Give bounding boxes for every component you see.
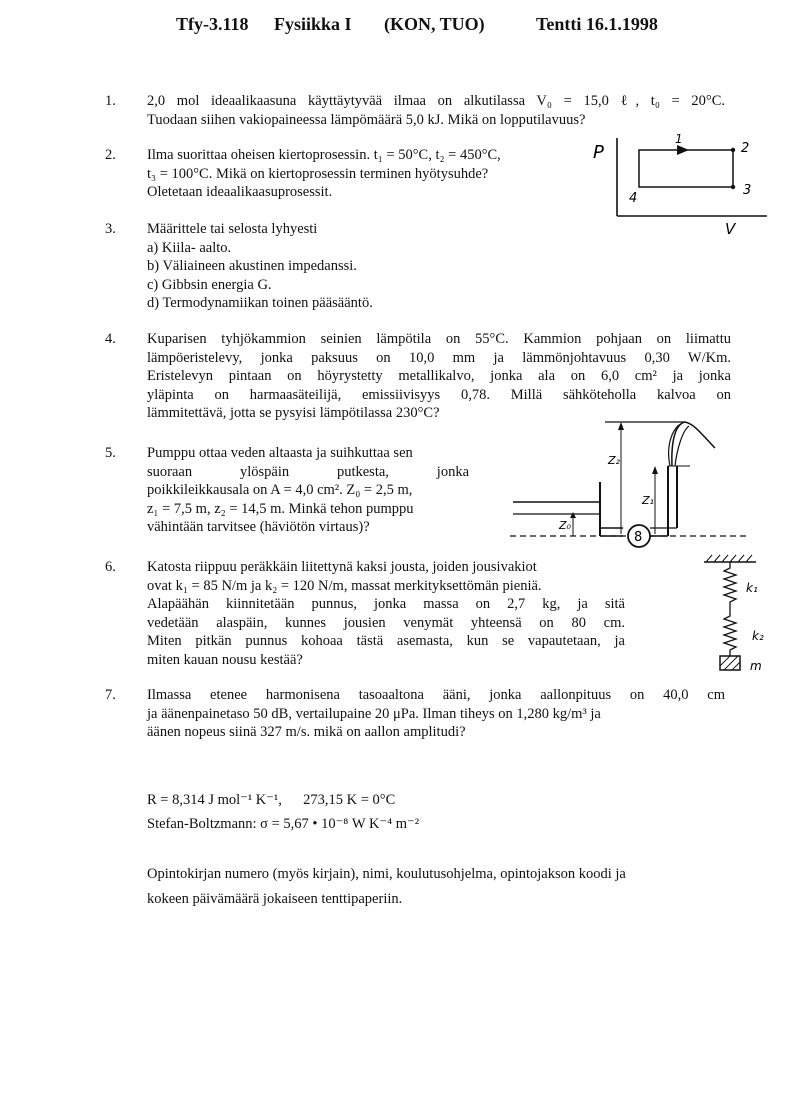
question-text-line: yläpinta on harmaasäteilijä, emissiivisyys 0,78. Millä sähköteholla kalvoa on [147,386,731,403]
question-number: 6. [105,559,116,575]
spring-system-diagram [700,552,790,682]
exam-instructions [147,862,626,912]
question-number: 3. [105,221,116,237]
question-text-line: ovat k₁ = 85 N/m ja k₂ = 120 N/m, massat merkityksettömän pieniä. [147,577,542,594]
question-text-line: Oletetaan ideaalikaasuprosessit. [147,184,333,200]
ceiling-hatching [706,555,752,562]
constants-block [147,790,395,810]
question-intro: Määrittele tai selosta lyhyesti [147,221,318,237]
question-text-line: suoraan ylöspäin putkesta, jonka [147,463,469,480]
m-label: m [750,659,762,673]
exam-header [176,14,658,35]
corner-dot [731,148,735,152]
question-number: 5. [105,445,116,461]
gas-constant: R = 8,314 J mol⁻¹ K⁻¹, [147,792,282,808]
question-text-line: Tuodaan siihen vakiopaineessa lämpömäärä 5,0 kJ. Mikä on lopputilavuus? [147,111,586,128]
question-text-line: vähintään tarvitsee (häviötön virtaus)? [147,519,370,535]
spring-k2 [724,608,736,656]
question-text-line: Miten pitkän punnus kohoaa tästä asemasta, kun se vapautetaan, ja [147,633,625,649]
course-name: Fysiikka I [274,14,352,34]
question-item: a) Kiila- aalto. [147,239,232,256]
z0-label: Z₀ [559,519,571,532]
question-text-line: äänen nopeus siinä 327 m/s. mikä on aallon amplitudi? [147,724,466,740]
question-text-line: Ilmassa etenee harmonisena tasoaaltona ääni, jonka aallonpituus on 40,0 cm [147,687,725,703]
question-text-line: Pumppu ottaa veden altaasta ja suihkuttaa sen [147,445,413,461]
cycle-rectangle [639,150,733,187]
question-text-line: Ilma suorittaa oheisen kiertoprosessin. t₁ = 50°C, t₂ = 450°C, [147,147,501,163]
question-item: c) Gibbsin energia G. [147,276,272,293]
question-text-line: poikkileikkausala on A = 4,0 cm². Z₀ = 2,5 m, [147,482,413,498]
question-text-line: Kuparisen tyhjökammion seinien lämpötila on 55°C. Kammion pohjaan on liimattu [147,331,731,347]
spring-k1 [724,562,736,608]
fountain-spray [672,422,715,466]
corner-label-3: 3 [743,183,752,198]
corner-label-4: 4 [629,191,638,206]
v-axis-label: V [725,220,736,238]
question-text-line: Alapäähän kiinnitetään punnus, jonka massa on 2,7 kg, ja sitä [147,596,625,612]
question-text-line: vedetään alaspäin, kunnes jousien venymät yhteensä on 80 cm. [147,614,625,631]
question-text-line: Eristelevyn pintaan on höyrystetty metallikalvo, jonka ala on 6,0 cm² ja jonka [147,368,731,384]
fountain-spray [675,426,689,466]
z1-label: Z₁ [642,494,654,507]
question-item: d) Termodynamiikan toinen pääsääntö. [147,295,373,311]
question-text-line: ja äänenpainetaso 50 dB, vertailupaine 20 μPa. Ilman tiheys on 1,280 kg/m³ ja [147,705,601,722]
question-text-line: t₃ = 100°C. Mikä on kiertoprosessin terminen hyötysuhde? [147,165,489,182]
question-text-line: lämmitettävä, jotta se pysyisi lämpötilassa 230°C? [147,405,440,421]
pump-fountain-diagram [505,412,755,560]
exam-date: Tentti 16.1.1998 [536,14,658,34]
z0-arrowhead [570,512,576,518]
zero-celsius: 273,15 K = 0°C [303,792,396,808]
cycle-arrow [677,145,689,155]
question-number: 4. [105,331,116,347]
question-text-line: miten kauan nousu kestää? [147,651,303,668]
stefan-boltzmann-line [147,814,419,834]
pv-cycle-diagram [585,130,775,240]
course-code: Tfy-3.118 [176,14,249,34]
k2-label: k₂ [752,629,764,643]
question-number: 1. [105,93,116,109]
question-text-line: 2,0 mol ideaalikaasuna käyttäytyvää ilmaa on alkutilassa V₀ = 15,0 ℓ, t₀ = 20°C. [147,93,725,109]
corner-dot [731,185,735,189]
pump-glyph: 8 [634,530,643,545]
question-text-line: lämpöeristelevy, jonka paksuus on 10,0 mm ja lämmönjohtavuus 0,30 W/Km. [147,349,731,366]
stefan-boltzmann-constant: Stefan-Boltzmann: σ = 5,67 • 10⁻⁸ W K⁻⁴ m⁻² [147,816,420,832]
question-text-line: z₁ = 7,5 m, z₂ = 14,5 m. Minkä tehon pumppu [147,500,414,517]
p-axis-label: P [593,142,604,163]
question-number: 2. [105,147,116,163]
instruction-line: Opintokirjan numero (myös kirjain), nimi, koulutusohjelma, opintojakson koodi ja [147,866,626,882]
corner-label-2: 2 [741,141,750,156]
z2-arrowhead [618,422,624,430]
corner-label-1: 1 [675,132,683,146]
instruction-line: kokeen päivämäärä jokaiseen tenttipaperiin. [147,891,403,907]
question-number: 7. [105,687,116,703]
k1-label: k₁ [746,581,758,595]
course-groups: (KON, TUO) [384,14,485,34]
question-item: b) Väliaineen akustinen impedanssi. [147,258,357,274]
z2-label: Z₂ [608,454,620,467]
question-text-line: Katosta riippuu peräkkäin liitettynä kaksi jousta, joiden jousivakiot [147,559,537,575]
z1-arrowhead [652,466,658,474]
